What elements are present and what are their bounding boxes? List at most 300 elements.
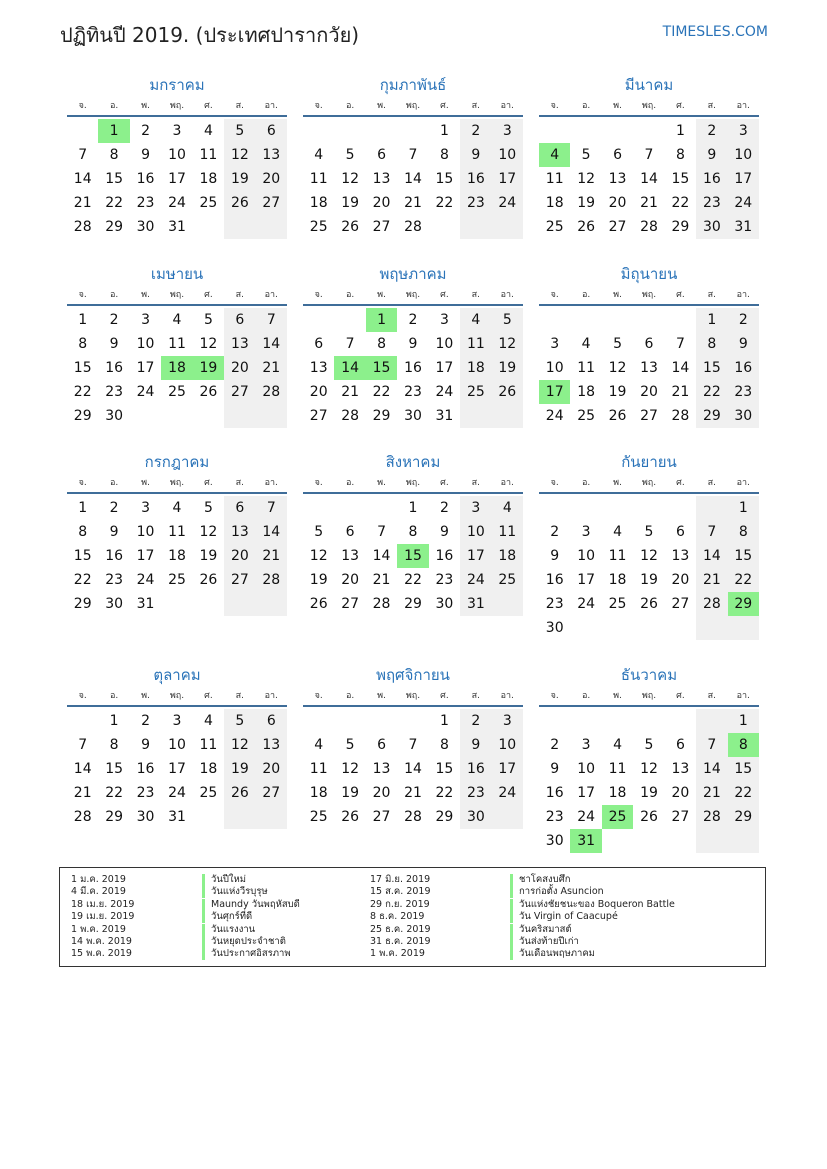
day-cell: 19 xyxy=(341,785,360,801)
day-cell: 30 xyxy=(136,219,155,235)
day-cell: 25 xyxy=(199,195,218,211)
day-cell: 11 xyxy=(577,360,596,376)
weekend-empty-cell xyxy=(492,805,523,829)
legend-holiday-name: ชาโคสงบศึก xyxy=(510,874,571,886)
day-cell: 29 xyxy=(372,408,391,424)
day-cell: 6 xyxy=(314,336,324,352)
day-cell: 1 xyxy=(78,500,88,516)
holiday-day-cell: 18 xyxy=(161,356,192,380)
day-cell: 20 xyxy=(224,356,255,380)
day-cell: 2 xyxy=(109,312,119,328)
day-cell: 2 xyxy=(408,312,418,328)
legend-date: 17 มิ.ย. 2019 xyxy=(370,874,431,885)
day-cell: 31 xyxy=(460,592,491,616)
day-cell: 12 xyxy=(492,332,523,356)
day-cell: 12 xyxy=(608,360,627,376)
day-cell: 19 xyxy=(341,195,360,211)
weekday-label: ศ. xyxy=(676,101,685,111)
month-name: ตุลาคม xyxy=(153,666,201,684)
day-cell: 26 xyxy=(341,219,360,235)
day-cell: 17 xyxy=(728,167,759,191)
weekday-label: พฤ. xyxy=(405,691,421,701)
day-cell: 14 xyxy=(372,548,391,564)
weekday-header xyxy=(303,688,523,702)
day-cell: 4 xyxy=(203,123,213,139)
day-cell: 30 xyxy=(105,408,124,424)
day-cell: 11 xyxy=(199,737,218,753)
day-cell: 22 xyxy=(671,195,690,211)
weekday-label: จ. xyxy=(550,101,559,111)
weekday-label: ศ. xyxy=(676,691,685,701)
day-cell: 10 xyxy=(577,761,596,777)
day-cell: 3 xyxy=(728,119,759,143)
day-cell: 2 xyxy=(439,500,449,516)
day-cell: 15 xyxy=(105,761,124,777)
header-rule xyxy=(539,115,759,117)
weekday-label: ศ. xyxy=(676,478,685,488)
day-cell: 22 xyxy=(728,568,759,592)
day-cell: 3 xyxy=(141,312,151,328)
weekday-label: อา. xyxy=(736,478,750,488)
day-cell: 22 xyxy=(105,195,124,211)
day-cell: 17 xyxy=(168,761,186,777)
weekend-empty-cell xyxy=(728,829,759,853)
day-cell: 18 xyxy=(460,356,491,380)
weekend-empty-cell xyxy=(696,829,727,853)
header-rule xyxy=(67,304,287,306)
day-cell: 16 xyxy=(136,761,155,777)
weekend-empty-cell xyxy=(224,404,255,428)
legend-date: 15 ส.ค. 2019 xyxy=(370,886,431,898)
legend-holiday-name: วัน Virgin of Caacupé xyxy=(510,911,618,923)
holiday-legend xyxy=(59,867,766,967)
weekday-label: อ. xyxy=(581,478,591,488)
day-cell: 24 xyxy=(492,781,523,805)
day-cell: 30 xyxy=(460,805,491,829)
weekday-label: อ. xyxy=(581,290,591,300)
weekday-label: ศ. xyxy=(440,478,449,488)
day-cell: 16 xyxy=(136,171,155,187)
weekday-header xyxy=(67,688,287,702)
holiday-day-cell: 1 xyxy=(98,119,129,143)
day-cell: 24 xyxy=(435,384,454,400)
day-cell: 13 xyxy=(640,360,658,376)
weekday-header xyxy=(303,287,523,301)
day-cell: 18 xyxy=(492,544,523,568)
weekday-header xyxy=(303,475,523,489)
day-cell: 25 xyxy=(545,219,564,235)
day-cell: 24 xyxy=(136,572,155,588)
day-cell: 27 xyxy=(671,596,690,612)
day-cell: 20 xyxy=(372,785,391,801)
weekday-label: พ. xyxy=(613,290,622,300)
day-cell: 6 xyxy=(345,524,355,540)
day-cell: 5 xyxy=(613,336,623,352)
day-cell: 25 xyxy=(199,785,218,801)
header-rule xyxy=(303,705,523,707)
day-cell: 20 xyxy=(671,785,690,801)
day-cell: 28 xyxy=(256,568,287,592)
day-cell: 20 xyxy=(671,572,690,588)
day-cell: 7 xyxy=(675,336,685,352)
day-cell: 12 xyxy=(640,548,658,564)
day-cell: 2 xyxy=(728,308,759,332)
day-cell: 9 xyxy=(460,143,491,167)
day-cell: 11 xyxy=(608,548,627,564)
day-cell: 6 xyxy=(256,709,287,733)
day-cell: 26 xyxy=(640,809,658,825)
day-cell: 16 xyxy=(545,785,564,801)
weekday-label: อา. xyxy=(736,691,750,701)
weekday-label: ศ. xyxy=(676,290,685,300)
weekday-label: ศ. xyxy=(440,101,449,111)
day-cell: 27 xyxy=(309,408,328,424)
site-link[interactable]: TIMESLES.COM xyxy=(662,24,768,40)
day-cell: 26 xyxy=(224,191,255,215)
weekday-header xyxy=(539,287,759,301)
day-cell: 18 xyxy=(168,548,186,564)
weekday-header xyxy=(539,98,759,112)
month-name: สิงหาคม xyxy=(385,453,441,471)
day-cell: 7 xyxy=(377,524,387,540)
day-cell: 21 xyxy=(671,384,690,400)
day-cell: 27 xyxy=(224,380,255,404)
day-cell: 13 xyxy=(224,520,255,544)
day-cell: 2 xyxy=(141,713,151,729)
day-cell: 23 xyxy=(460,191,491,215)
day-cell: 19 xyxy=(199,548,218,564)
day-cell: 18 xyxy=(545,195,564,211)
weekend-empty-cell xyxy=(492,404,523,428)
legend-date: 1 ม.ค. 2019 xyxy=(71,874,126,885)
legend-date: 19 เม.ย. 2019 xyxy=(71,911,135,923)
weekday-label: พ. xyxy=(141,478,150,488)
day-cell: 13 xyxy=(341,548,360,564)
day-cell: 8 xyxy=(109,737,119,753)
day-cell: 1 xyxy=(675,123,685,139)
day-cell: 28 xyxy=(404,219,422,235)
day-cell: 31 xyxy=(435,408,454,424)
day-cell: 12 xyxy=(640,761,658,777)
legend-date: 1 พ.ค. 2019 xyxy=(370,948,425,960)
day-cell: 8 xyxy=(109,147,119,163)
day-cell: 25 xyxy=(309,809,328,825)
holiday-day-cell: 31 xyxy=(570,829,601,853)
weekday-label: พฤ. xyxy=(169,691,185,701)
day-cell: 14 xyxy=(256,332,287,356)
month-name: เมษายน xyxy=(150,265,204,283)
holiday-day-cell: 19 xyxy=(193,356,224,380)
day-cell: 23 xyxy=(404,384,422,400)
day-cell: 6 xyxy=(224,496,255,520)
holiday-day-cell: 17 xyxy=(539,380,570,404)
weekday-label: อ. xyxy=(109,290,119,300)
day-cell: 4 xyxy=(613,524,623,540)
weekday-label: ส. xyxy=(235,691,244,701)
weekday-label: พฤ. xyxy=(641,478,657,488)
day-cell: 7 xyxy=(256,308,287,332)
day-cell: 3 xyxy=(141,500,151,516)
day-cell: 26 xyxy=(199,572,218,588)
legend-holiday-name: วันปีใหม่ xyxy=(202,874,246,886)
weekend-empty-cell xyxy=(460,404,491,428)
weekday-label: อา. xyxy=(264,478,278,488)
day-cell: 24 xyxy=(577,596,596,612)
day-cell: 20 xyxy=(256,757,287,781)
day-cell: 8 xyxy=(728,520,759,544)
weekday-label: อา. xyxy=(500,478,514,488)
header-rule xyxy=(539,304,759,306)
day-cell: 10 xyxy=(577,548,596,564)
day-cell: 29 xyxy=(404,596,422,612)
day-cell: 13 xyxy=(309,360,328,376)
legend-date: 1 พ.ค. 2019 xyxy=(71,923,126,935)
day-cell: 17 xyxy=(492,167,523,191)
day-cell: 30 xyxy=(545,620,564,636)
weekday-label: อา. xyxy=(736,290,750,300)
header-rule xyxy=(303,492,523,494)
day-cell: 27 xyxy=(372,809,391,825)
day-cell: 1 xyxy=(78,312,88,328)
day-cell: 31 xyxy=(168,809,186,825)
header-rule xyxy=(303,115,523,117)
day-cell: 10 xyxy=(136,524,155,540)
weekday-header xyxy=(303,98,523,112)
day-cell: 4 xyxy=(314,147,324,163)
weekday-label: อ. xyxy=(345,478,355,488)
day-cell: 22 xyxy=(728,781,759,805)
day-cell: 4 xyxy=(613,737,623,753)
weekend-empty-cell xyxy=(256,215,287,239)
day-cell: 12 xyxy=(224,733,255,757)
day-cell: 15 xyxy=(435,761,454,777)
legend-holiday-name: วันเดือนพฤษภาคม xyxy=(510,948,595,960)
weekday-label: พฤ. xyxy=(641,101,657,111)
day-cell: 23 xyxy=(105,572,124,588)
day-cell: 2 xyxy=(460,119,491,143)
month-name: พฤศจิกายน xyxy=(376,666,450,684)
day-cell: 30 xyxy=(105,596,124,612)
legend-holiday-name: วันแห่งชัยชนะของ Boqueron Battle xyxy=(510,899,675,911)
day-cell: 3 xyxy=(439,312,449,328)
day-cell: 14 xyxy=(73,761,92,777)
weekday-label: พฤ. xyxy=(405,478,421,488)
day-cell: 11 xyxy=(608,761,627,777)
day-cell: 20 xyxy=(309,384,328,400)
weekday-label: อา. xyxy=(264,691,278,701)
day-cell: 3 xyxy=(172,713,182,729)
header-rule xyxy=(303,304,523,306)
day-cell: 9 xyxy=(408,336,418,352)
weekday-label: พ. xyxy=(141,691,150,701)
weekend-empty-cell xyxy=(256,404,287,428)
day-cell: 13 xyxy=(671,548,690,564)
day-cell: 27 xyxy=(608,219,627,235)
day-cell: 16 xyxy=(105,360,124,376)
weekend-empty-cell xyxy=(696,616,727,640)
day-cell: 20 xyxy=(256,167,287,191)
legend-holiday-name: การก่อตั้ง Asuncion xyxy=(510,886,604,898)
day-cell: 28 xyxy=(696,592,727,616)
day-cell: 23 xyxy=(136,195,155,211)
weekday-label: พ. xyxy=(377,101,386,111)
day-cell: 31 xyxy=(136,596,155,612)
weekday-label: พฤ. xyxy=(405,101,421,111)
month-name: มิถุนายน xyxy=(620,265,678,283)
day-cell: 29 xyxy=(73,408,92,424)
day-cell: 13 xyxy=(224,332,255,356)
day-cell: 16 xyxy=(460,167,491,191)
day-cell: 30 xyxy=(728,404,759,428)
weekday-label: ส. xyxy=(707,691,716,701)
weekday-label: พ. xyxy=(141,290,150,300)
weekday-label: พฤ. xyxy=(169,290,185,300)
day-cell: 7 xyxy=(408,147,418,163)
day-cell: 6 xyxy=(377,147,387,163)
day-cell: 21 xyxy=(256,356,287,380)
day-cell: 28 xyxy=(696,805,727,829)
day-cell: 11 xyxy=(545,171,564,187)
weekday-label: พ. xyxy=(613,101,622,111)
day-cell: 26 xyxy=(640,596,658,612)
day-cell: 28 xyxy=(404,809,422,825)
day-cell: 27 xyxy=(224,568,255,592)
legend-holiday-name: วันส่งท้ายปีเก่า xyxy=(510,936,579,948)
day-cell: 30 xyxy=(404,408,422,424)
day-cell: 9 xyxy=(696,143,727,167)
day-cell: 1 xyxy=(439,123,449,139)
day-cell: 7 xyxy=(408,737,418,753)
day-cell: 10 xyxy=(545,360,564,376)
day-cell: 19 xyxy=(492,356,523,380)
day-cell: 14 xyxy=(256,520,287,544)
day-cell: 11 xyxy=(199,147,218,163)
month-name: กันยายน xyxy=(621,453,677,471)
month-name: กุมภาพันธ์ xyxy=(379,76,447,94)
day-cell: 28 xyxy=(372,596,391,612)
day-cell: 11 xyxy=(492,520,523,544)
day-cell: 22 xyxy=(73,384,92,400)
weekday-label: พ. xyxy=(613,478,622,488)
weekday-label: อา. xyxy=(500,691,514,701)
day-cell: 10 xyxy=(435,336,454,352)
day-cell: 9 xyxy=(550,761,560,777)
day-cell: 29 xyxy=(728,805,759,829)
legend-date: 31 ธ.ค. 2019 xyxy=(370,936,431,947)
day-cell: 26 xyxy=(608,408,627,424)
day-cell: 23 xyxy=(545,809,564,825)
day-cell: 19 xyxy=(608,384,627,400)
weekday-label: อา. xyxy=(500,290,514,300)
day-cell: 27 xyxy=(372,219,391,235)
header-rule xyxy=(67,705,287,707)
legend-date: 25 ธ.ค. 2019 xyxy=(370,923,431,935)
header-rule xyxy=(539,492,759,494)
weekday-label: จ. xyxy=(314,290,323,300)
day-cell: 24 xyxy=(577,809,596,825)
weekday-label: พ. xyxy=(377,478,386,488)
weekday-label: ศ. xyxy=(440,691,449,701)
day-cell: 25 xyxy=(492,568,523,592)
day-cell: 17 xyxy=(136,360,155,376)
day-cell: 9 xyxy=(141,147,151,163)
day-cell: 27 xyxy=(671,809,690,825)
day-cell: 17 xyxy=(435,360,454,376)
weekday-header xyxy=(67,475,287,489)
day-cell: 6 xyxy=(675,524,685,540)
weekday-label: ส. xyxy=(235,101,244,111)
day-cell: 18 xyxy=(608,572,627,588)
day-cell: 18 xyxy=(309,785,328,801)
weekday-label: พฤ. xyxy=(641,691,657,701)
day-cell: 27 xyxy=(341,596,360,612)
day-cell: 15 xyxy=(105,171,124,187)
day-cell: 3 xyxy=(492,119,523,143)
day-cell: 5 xyxy=(224,119,255,143)
day-cell: 19 xyxy=(224,167,255,191)
day-cell: 1 xyxy=(696,308,727,332)
day-cell: 15 xyxy=(728,544,759,568)
day-cell: 22 xyxy=(435,195,454,211)
day-cell: 5 xyxy=(492,308,523,332)
day-cell: 7 xyxy=(696,520,727,544)
day-cell: 28 xyxy=(73,219,92,235)
day-cell: 4 xyxy=(460,308,491,332)
day-cell: 7 xyxy=(78,147,88,163)
day-cell: 12 xyxy=(309,548,328,564)
day-cell: 11 xyxy=(460,332,491,356)
day-cell: 2 xyxy=(696,119,727,143)
day-cell: 24 xyxy=(168,785,186,801)
day-cell: 21 xyxy=(256,544,287,568)
day-cell: 21 xyxy=(404,195,422,211)
weekday-label: ส. xyxy=(707,290,716,300)
day-cell: 8 xyxy=(696,332,727,356)
day-cell: 1 xyxy=(408,500,418,516)
day-cell: 3 xyxy=(172,123,182,139)
day-cell: 23 xyxy=(460,781,491,805)
day-cell: 17 xyxy=(492,757,523,781)
day-cell: 26 xyxy=(224,781,255,805)
day-cell: 14 xyxy=(696,544,727,568)
day-cell: 22 xyxy=(105,785,124,801)
month-name: มกราคม xyxy=(149,76,205,94)
day-cell: 17 xyxy=(577,572,596,588)
day-cell: 4 xyxy=(203,713,213,729)
day-cell: 4 xyxy=(314,737,324,753)
day-cell: 3 xyxy=(492,709,523,733)
day-cell: 18 xyxy=(199,761,218,777)
weekday-label: อ. xyxy=(581,101,591,111)
day-cell: 16 xyxy=(404,360,422,376)
holiday-day-cell: 29 xyxy=(728,592,759,616)
legend-date: 4 มี.ค. 2019 xyxy=(71,886,126,898)
day-cell: 14 xyxy=(696,757,727,781)
day-cell: 25 xyxy=(168,572,186,588)
day-cell: 3 xyxy=(460,496,491,520)
month-name: พฤษภาคม xyxy=(379,265,447,283)
day-cell: 21 xyxy=(696,781,727,805)
weekday-label: พฤ. xyxy=(169,478,185,488)
day-cell: 16 xyxy=(728,356,759,380)
weekday-label: ส. xyxy=(235,290,244,300)
day-cell: 20 xyxy=(640,384,658,400)
day-cell: 26 xyxy=(341,809,360,825)
day-cell: 19 xyxy=(640,572,658,588)
day-cell: 18 xyxy=(199,171,218,187)
day-cell: 4 xyxy=(581,336,591,352)
day-cell: 28 xyxy=(256,380,287,404)
